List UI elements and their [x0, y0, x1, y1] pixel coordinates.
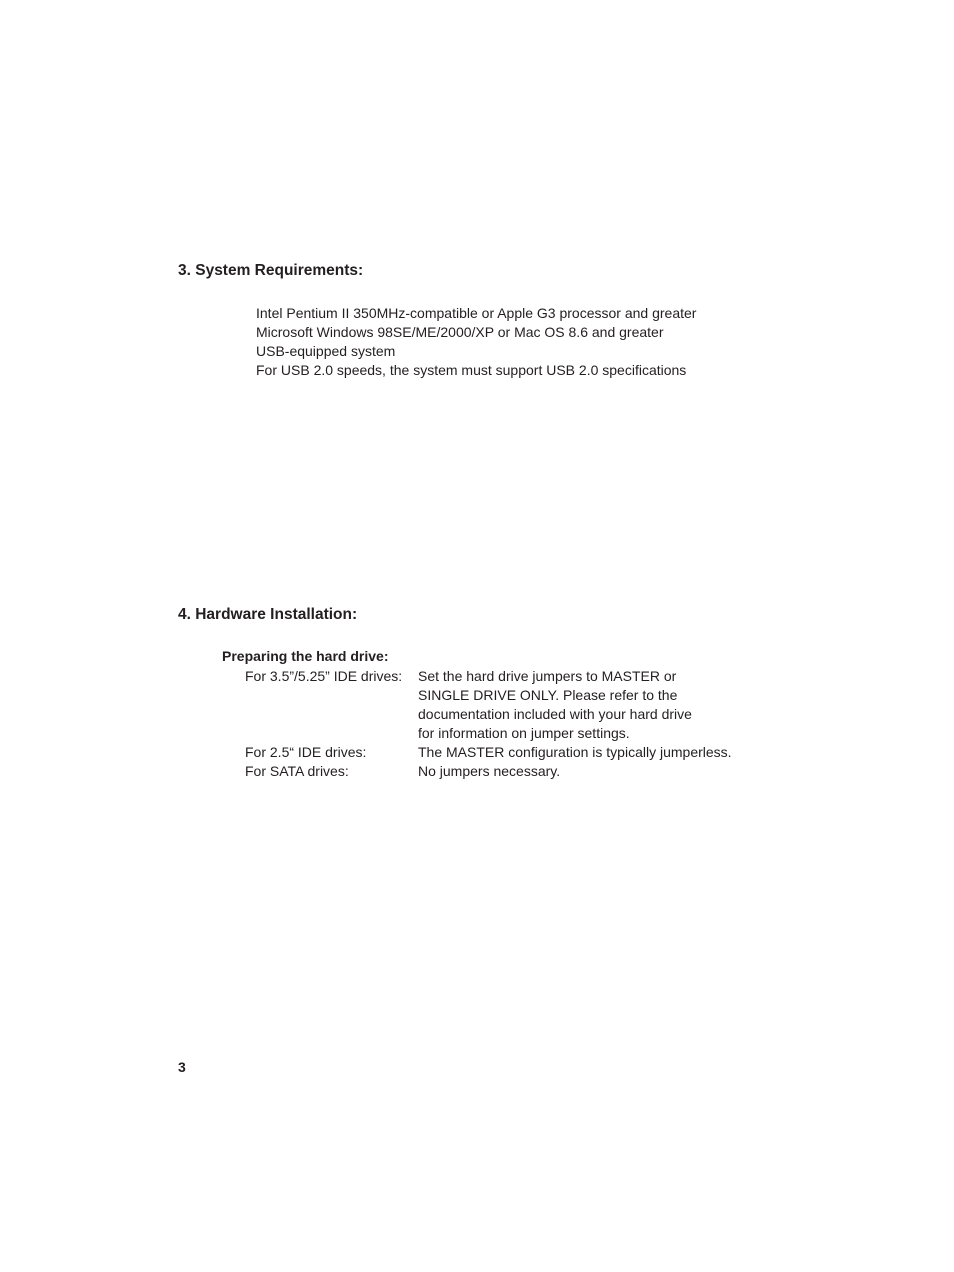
requirement-processor: Intel Pentium II 350MHz-compatible or Apple G3 processor and greater	[256, 305, 697, 321]
drive-description	[418, 762, 758, 781]
drive-description-line: Set the hard drive jumpers to MASTER or	[418, 668, 677, 684]
requirement-usb2: For USB 2.0 speeds, the system must support USB 2.0 specifications	[256, 362, 687, 378]
section-4-heading: 4. Hardware Installation:	[178, 606, 358, 623]
drive-description-line: documentation included with your hard drive	[418, 706, 692, 722]
drive-label: For 3.5”/5.25” IDE drives:	[245, 668, 403, 684]
drive-description-line: The MASTER configuration is typically jumperless.	[418, 744, 732, 760]
drive-description-line: for information on jumper settings.	[418, 725, 630, 741]
drive-description	[418, 667, 758, 743]
requirement-usb: USB-equipped system	[256, 343, 396, 359]
requirement-os: Microsoft Windows 98SE/ME/2000/XP or Mac OS 8.6 and greater	[256, 324, 664, 340]
drive-description	[418, 743, 758, 762]
system-requirements-list	[256, 304, 696, 380]
section-3-heading: 3. System Requirements:	[178, 262, 364, 279]
drive-label: For SATA drives:	[245, 763, 349, 779]
preparing-drive-subheading: Preparing the hard drive:	[222, 648, 389, 664]
drive-description-line: SINGLE DRIVE ONLY. Please refer to the	[418, 687, 678, 703]
page-number: 3	[178, 1059, 186, 1075]
drive-description-line: No jumpers necessary.	[418, 763, 561, 779]
drive-label: For 2.5“ IDE drives:	[245, 744, 367, 760]
